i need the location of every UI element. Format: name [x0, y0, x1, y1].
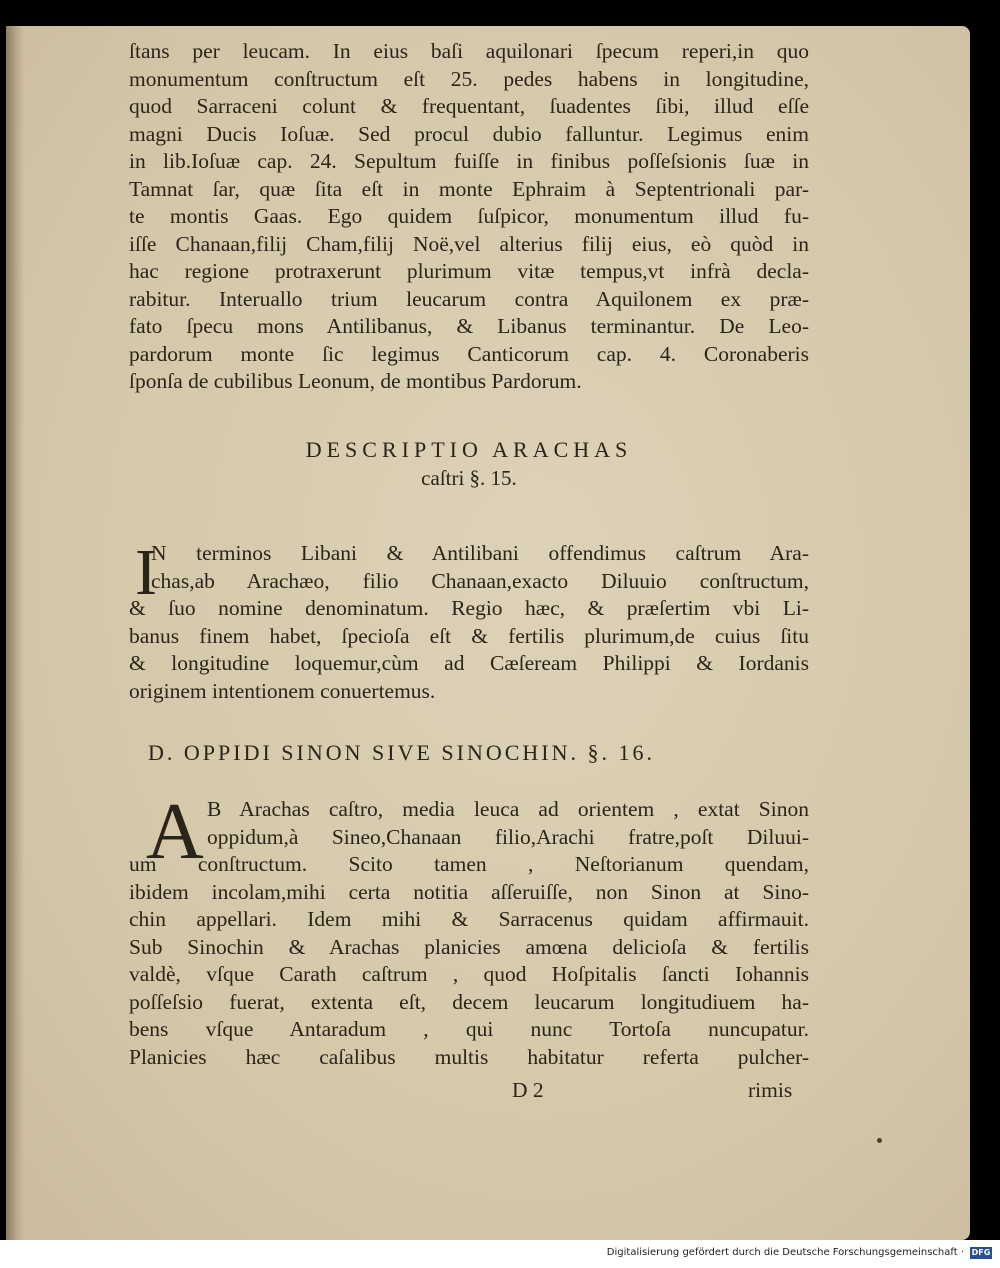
text-line: & longitudine loquemur,cùm ad Cæſeream Philippi & Iordanis	[129, 651, 809, 675]
dfg-logo: DFG	[971, 1248, 991, 1257]
text-line: chin appellari. Idem mihi & Sarracenus quidam affirmauit.	[129, 907, 809, 931]
ink-spot	[877, 1138, 882, 1143]
text-line: chas,ab Arachæo, filio Chanaan,exacto Diluuio conſtructum,	[151, 568, 809, 593]
text-line: ſponſa de cubilibus Leonum, de montibus Pardorum.	[129, 369, 582, 393]
text-line: N terminos Libani & Antilibani offendimus caſtrum Ara-	[151, 541, 809, 565]
drop-cap-a: A	[146, 788, 204, 876]
catchword: rimis	[748, 1078, 793, 1102]
text-line: Tamnat ſar, quæ ſita eſt in monte Ephraim à Septentrionali par-	[129, 176, 809, 201]
section-heading-16: D. OPPIDI SINON SIVE SINOCHIN. §. 16.	[148, 740, 656, 765]
text-line: te montis Gaas. Ego quidem ſuſpicor, monumentum illud fu-	[129, 204, 809, 228]
text-line: B Arachas caſtro, media leuca ad orientem , extat Sinon	[207, 797, 809, 821]
drop-cap-i: I	[135, 536, 157, 609]
text-line: rabitur. Interuallo trium leucarum contra Aquilonem ex præ-	[129, 286, 809, 311]
text-line: um conſtructum. Scito tamen , Neſtorianum quendam,	[129, 852, 809, 876]
funding-credit: Digitalisierung gefördert durch die Deutsche Forschungsgemeinschaft ·	[606, 1247, 964, 1258]
text-line: & ſuo nomine denominatum. Regio hæc, & præſertim vbi Li-	[129, 596, 809, 620]
text-line: originem intentionem conuertemus.	[129, 678, 436, 703]
text-line: magni Ducis Ioſuæ. Sed procul dubio falluntur. Legimus enim	[129, 121, 809, 146]
text-line: oppidum,à Sineo,Chanaan filio,Arachi fratre,poſt Diluui-	[207, 824, 809, 849]
text-line: poſſeſsio fuerat, extenta eſt, decem leucarum longitudiuem ha-	[129, 989, 809, 1014]
section-heading-15	[129, 436, 809, 492]
text-line: banus finem habet, ſpecioſa eſt & fertilis plurimum,de cuius ſitu	[129, 623, 809, 648]
text-line: Planicies hæc caſalibus multis habitatur referta pulcher-	[129, 1044, 809, 1069]
text-line: quod Sarraceni colunt & frequentant, ſuadentes ſibi, illud eſſe	[129, 94, 809, 118]
paragraph-1	[129, 38, 809, 396]
text-line: hac regione protraxerunt plurimum vitæ tempus,vt infrà decla-	[129, 259, 809, 283]
text-line: pardorum monte ſic legimus Canticorum cap. 4. Coronaberis	[129, 341, 809, 366]
text-line: bens vſque Antaradum , qui nunc Tortoſa nuncupatur.	[129, 1017, 809, 1041]
text-line: Sub Sinochin & Arachas planicies amœna delicioſa & fertilis	[129, 934, 809, 959]
text-line: fato ſpecu mons Antilibanus, & Libanus terminantur. De Leo-	[129, 314, 809, 338]
text-line: in lib.Ioſuæ cap. 24. Sepultum fuiſſe in finibus poſſeſsionis ſuæ in	[129, 149, 809, 173]
signature-mark: D 2	[512, 1078, 544, 1102]
text-line: ibidem incolam,mihi certa notitia aſſeruiſſe, non Sinon at Sino-	[129, 879, 809, 904]
paragraph-2	[129, 536, 809, 705]
paragraph-3	[129, 788, 809, 1071]
section-title: DESCRIPTIO ARACHAS	[305, 437, 633, 462]
page-spine-shadow	[6, 26, 24, 1240]
text-line: valdè, vſque Carath caſtrum , quod Hoſpitalis ſancti Iohannis	[129, 962, 809, 986]
text-line: monumentum conſtructum eſt 25. pedes habens in longitudine,	[129, 66, 809, 91]
section-subtitle: caſtri §. 15.	[421, 466, 517, 490]
footer-bar	[0, 1240, 1000, 1268]
text-line: iſſe Chanaan,filij Cham,filij Noë,vel alterius filij eius, eò quòd in	[129, 231, 809, 256]
text-line: ſtans per leucam. In eius baſi aquilonari ſpecum reperi,in quo	[129, 39, 809, 63]
